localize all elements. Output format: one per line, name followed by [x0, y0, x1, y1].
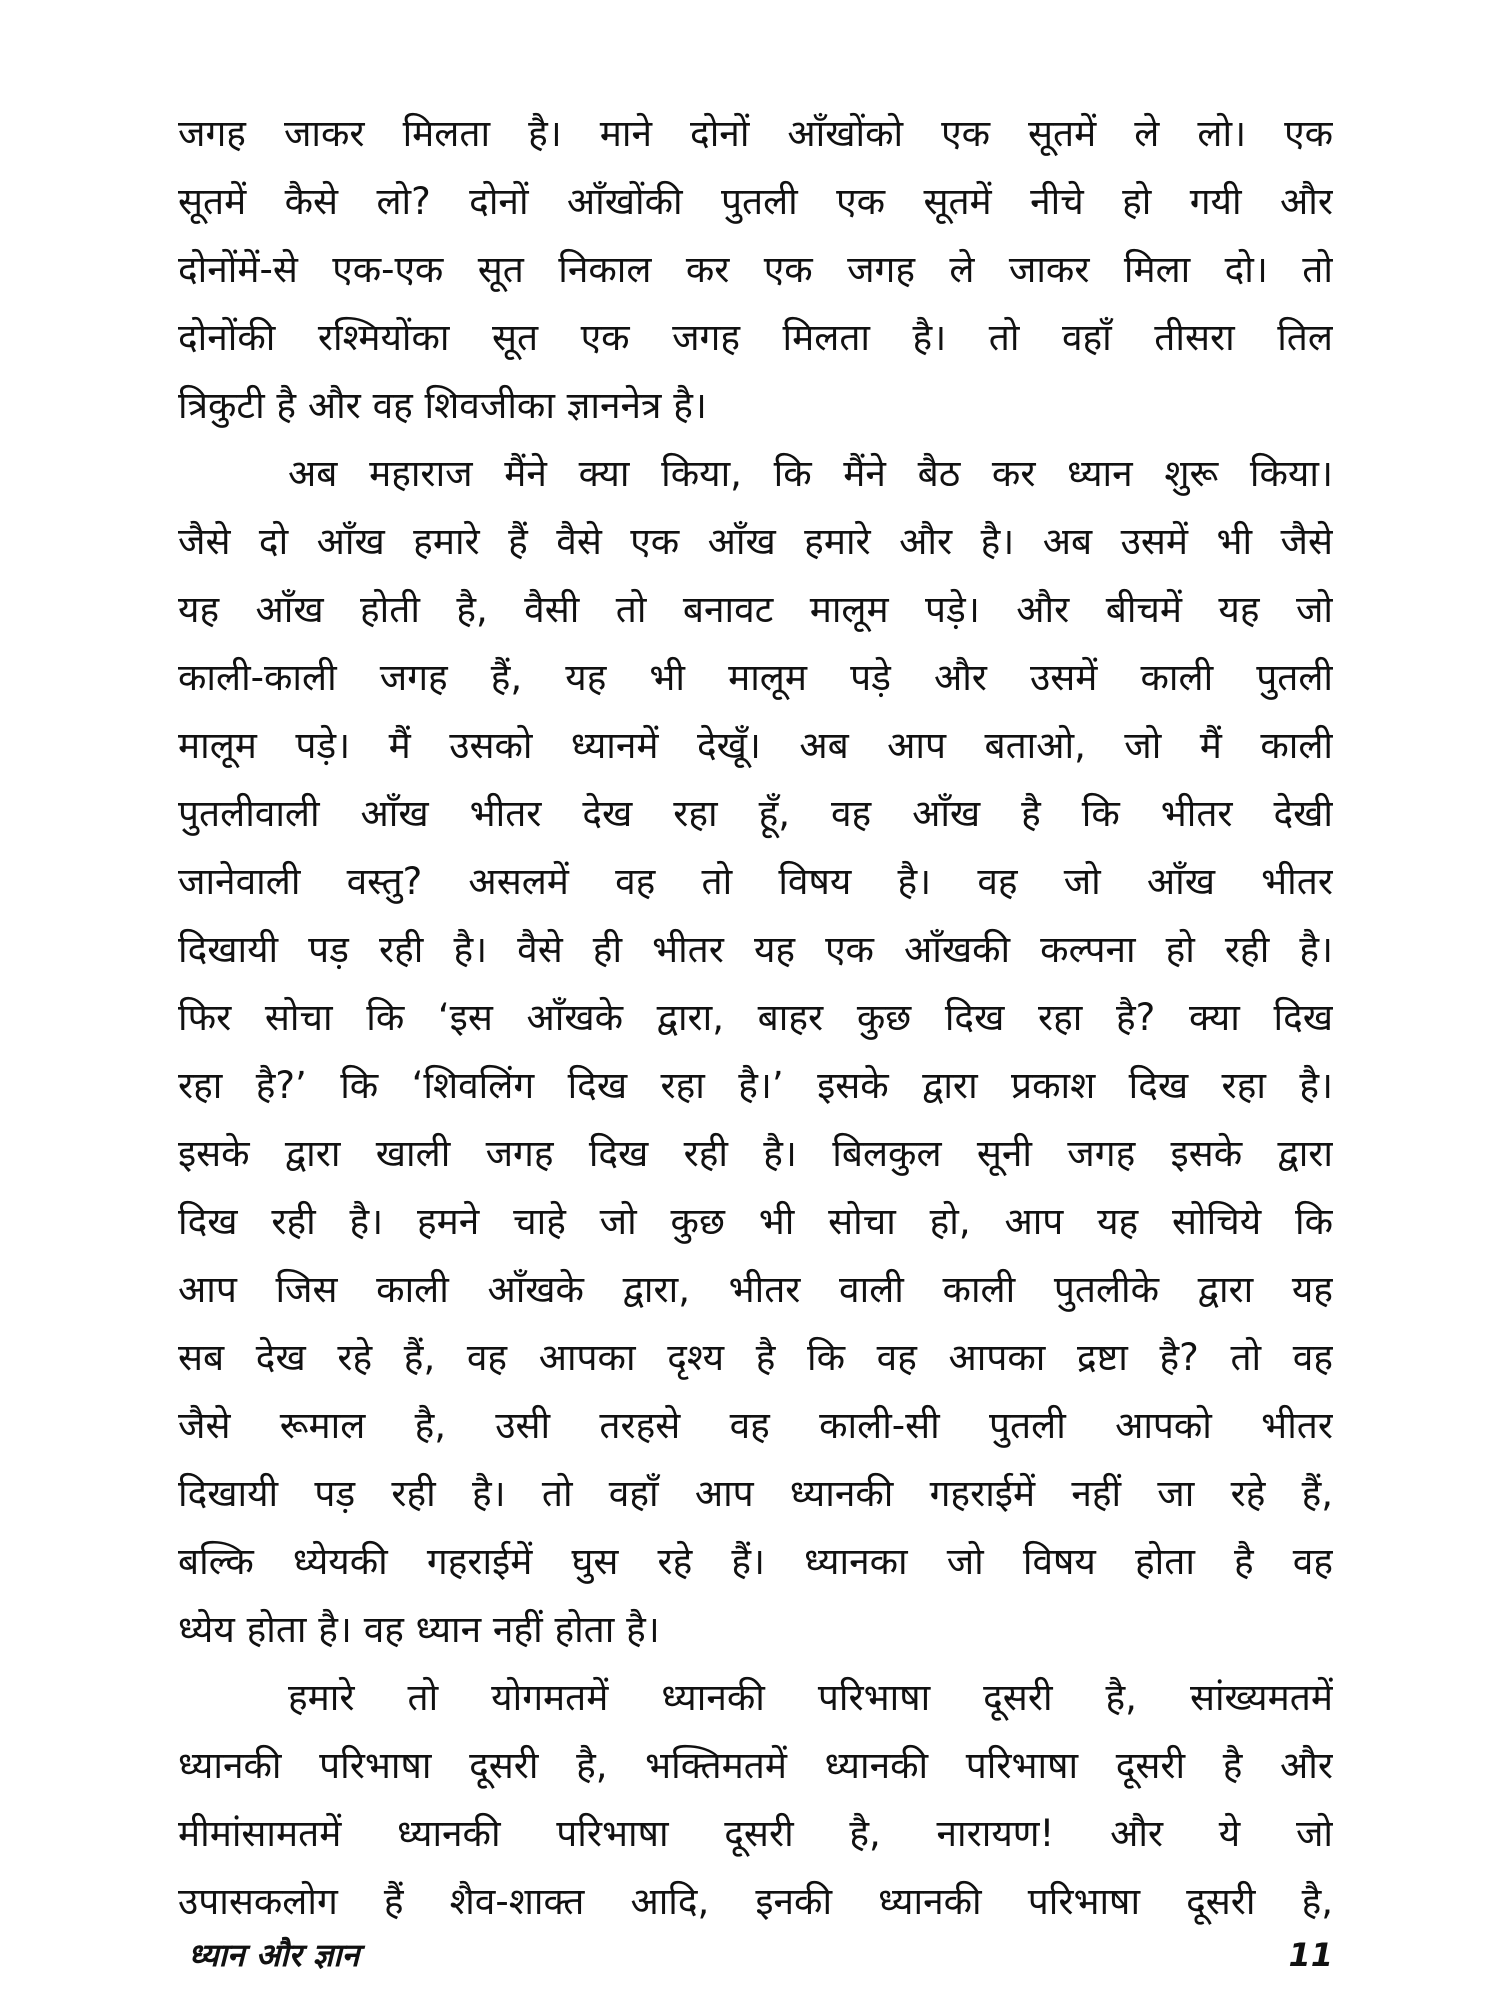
page-footer: [178, 1930, 1333, 1980]
text-line: मीमांसामतमें ध्यानकी परिभाषा दूसरी है, नारायण! और ये जो: [178, 1812, 1333, 1855]
text-line: ध्यानकी परिभाषा दूसरी है, भक्तिमतमें ध्यानकी परिभाषा दूसरी है और: [178, 1744, 1333, 1787]
text-line: दिखायी पड़ रही है। वैसे ही भीतर यह एक आँखकी कल्पना हो रही है।: [178, 928, 1333, 971]
text-line: जैसे रूमाल है, उसी तरहसे वह काली-सी पुतली आपको भीतर: [178, 1404, 1333, 1447]
text-line: दोनोंमें-से एक-एक सूत निकाल कर एक जगह ले जाकर मिला दो। तो: [178, 248, 1333, 291]
text-line: दिख रही है। हमने चाहे जो कुछ भी सोचा हो, आप यह सोचिये कि: [178, 1200, 1333, 1243]
text-line: रहा है?’ कि ‘शिवलिंग दिख रहा है।’ इसके द्वारा प्रकाश दिख रहा है।: [178, 1064, 1333, 1107]
text-line: फिर सोचा कि ‘इस आँखके द्वारा, बाहर कुछ दिख रहा है? क्या दिख: [178, 996, 1333, 1039]
book-title: ध्यान और ज्ञान: [188, 1936, 360, 1974]
text-line: जगह जाकर मिलता है। माने दोनों आँखोंको एक सूतमें ले लो। एक: [178, 112, 1333, 155]
text-line: काली-काली जगह हैं, यह भी मालूम पड़े और उसमें काली पुतली: [178, 656, 1333, 699]
text-line: मालूम पड़े। मैं उसको ध्यानमें देखूँ। अब आप बताओ, जो मैं काली: [178, 724, 1333, 767]
paragraph-2: [178, 440, 1333, 1664]
text-line: अब महाराज मैंने क्या किया, कि मैंने बैठ कर ध्यान शुरू किया।: [288, 452, 1333, 495]
text-line: जानेवाली वस्तु? असलमें वह तो विषय है। वह जो आँख भीतर: [178, 860, 1333, 903]
text-line: हमारे तो योगमतमें ध्यानकी परिभाषा दूसरी है, सांख्यमतमें: [288, 1676, 1333, 1719]
text-line: दिखायी पड़ रही है। तो वहाँ आप ध्यानकी गहराईमें नहीं जा रहे हैं,: [178, 1472, 1333, 1515]
text-line: यह आँख होती है, वैसी तो बनावट मालूम पड़े। और बीचमें यह जो: [178, 588, 1333, 631]
paragraph-3: [178, 1664, 1333, 1936]
text-line: ध्येय होता है। वह ध्यान नहीं होता है।: [178, 1608, 660, 1651]
page-number: 11: [1288, 1936, 1333, 1974]
body-text: [178, 100, 1333, 1936]
text-line: जैसे दो आँख हमारे हैं वैसे एक आँख हमारे और है। अब उसमें भी जैसे: [178, 520, 1333, 563]
paragraph-1: [178, 100, 1333, 440]
text-line: आप जिस काली आँखके द्वारा, भीतर वाली काली पुतलीके द्वारा यह: [178, 1268, 1333, 1311]
text-line: सब देख रहे हैं, वह आपका दृश्य है कि वह आपका द्रष्टा है? तो वह: [178, 1336, 1333, 1379]
text-line: पुतलीवाली आँख भीतर देख रहा हूँ, वह आँख है कि भीतर देखी: [178, 792, 1333, 835]
text-line: उपासकलोग हैं शैव-शाक्त आदि, इनकी ध्यानकी परिभाषा दूसरी है,: [178, 1880, 1333, 1923]
text-line: दोनोंकी रश्मियोंका सूत एक जगह मिलता है। तो वहाँ तीसरा तिल: [178, 316, 1333, 359]
text-line: इसके द्वारा खाली जगह दिख रही है। बिलकुल सूनी जगह इसके द्वारा: [178, 1132, 1333, 1175]
text-line: बल्कि ध्येयकी गहराईमें घुस रहे हैं। ध्यानका जो विषय होता है वह: [178, 1540, 1333, 1583]
text-line: सूतमें कैसे लो? दोनों आँखोंकी पुतली एक सूतमें नीचे हो गयी और: [178, 180, 1333, 223]
text-line: त्रिकुटी है और वह शिवजीका ज्ञाननेत्र है।: [178, 384, 707, 427]
